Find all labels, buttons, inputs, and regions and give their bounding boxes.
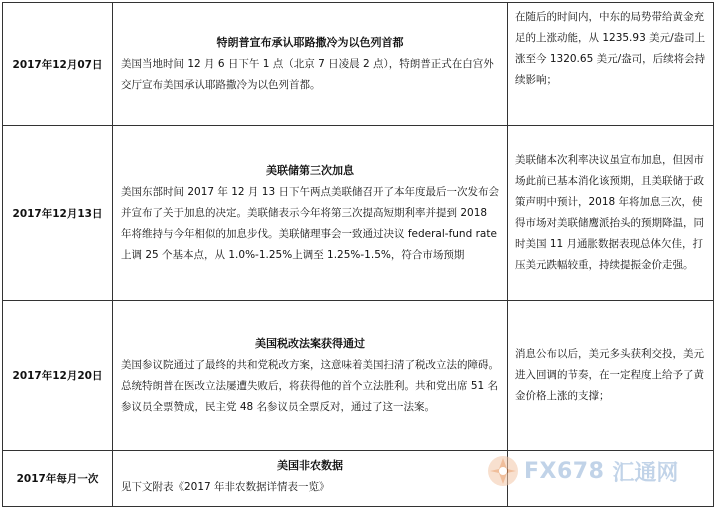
events-table <box>2 2 714 507</box>
event-description: 美国东部时间 2017 年 12 月 13 日下午两点美联储召开了本年度最后一次发布会并宣布了关于加息的决定。美联储表示今年将第三次提高短期利率并提到 2018 年将维持与今年相似的加息步伐。美联储理事会一致通过决议 federal-fund rate 上调 25 个基本点，从 1.0%-1.25%上调至 1.25%-1.5%，符合市场预期 <box>121 186 499 261</box>
event-cell <box>113 3 508 126</box>
market-impact: 消息公布以后，美元多头获利交投，美元进入回调的节奏，在一定程度上给予了黄金价格上涨的支撑； <box>508 301 714 451</box>
event-description: 美国当地时间 12 月 6 日下午 1 点（北京 7 日凌晨 2 点），特朗普正式在白宫外交厅宣布美国承认耶路撒冷为以色列首都。 <box>121 58 494 91</box>
event-cell <box>113 451 508 507</box>
table-row <box>3 301 714 451</box>
table-row <box>3 126 714 301</box>
event-cell <box>113 126 508 301</box>
event-date: 2017年每月一次 <box>3 451 113 507</box>
event-title: 美联储第三次加息 <box>266 164 354 177</box>
event-description: 见下文附表《2017 年非农数据详情表一览》 <box>121 481 330 493</box>
event-cell <box>113 301 508 451</box>
event-date: 2017年12月20日 <box>3 301 113 451</box>
watermark-brand: FX678 <box>524 458 605 484</box>
event-title: 特朗普宣布承认耶路撒冷为以色列首都 <box>216 36 404 49</box>
market-impact: 美联储本次利率决议虽宣布加息，但因市场此前已基本消化该预期，且美联储于政策声明中预计，2018 年将加息三次，使得市场对美联储鹰派抬头的预期降温，同时美国 11 月通胀数据表现总体欠佳，打压美元跌幅较重，持续提振金价走强。 <box>508 126 714 301</box>
watermark-brand-cn: 汇通网 <box>612 460 679 486</box>
event-title: 美国税改法案获得通过 <box>255 337 365 350</box>
table-row <box>3 3 714 126</box>
watermark <box>486 451 678 491</box>
event-date: 2017年12月13日 <box>3 126 113 301</box>
market-impact: 在随后的时间内，中东的局势带给黄金充足的上涨动能，从 1235.93 美元/盎司上涨至今 1320.65 美元/盎司，后续将会持续影响； <box>508 3 714 126</box>
event-date: 2017年12月07日 <box>3 3 113 126</box>
event-description: 美国参议院通过了最终的共和党税改方案，这意味着美国扫清了税改立法的障碍。总统特朗普在医改立法屡遭失败后，将获得他的首个立法胜利。共和党出席 51 名参议员全票赞成，民主党 48 名参议员全票反对，通过了这一法案。 <box>121 359 499 413</box>
fx678-logo-icon <box>486 454 520 488</box>
event-title: 美国非农数据 <box>277 459 343 472</box>
